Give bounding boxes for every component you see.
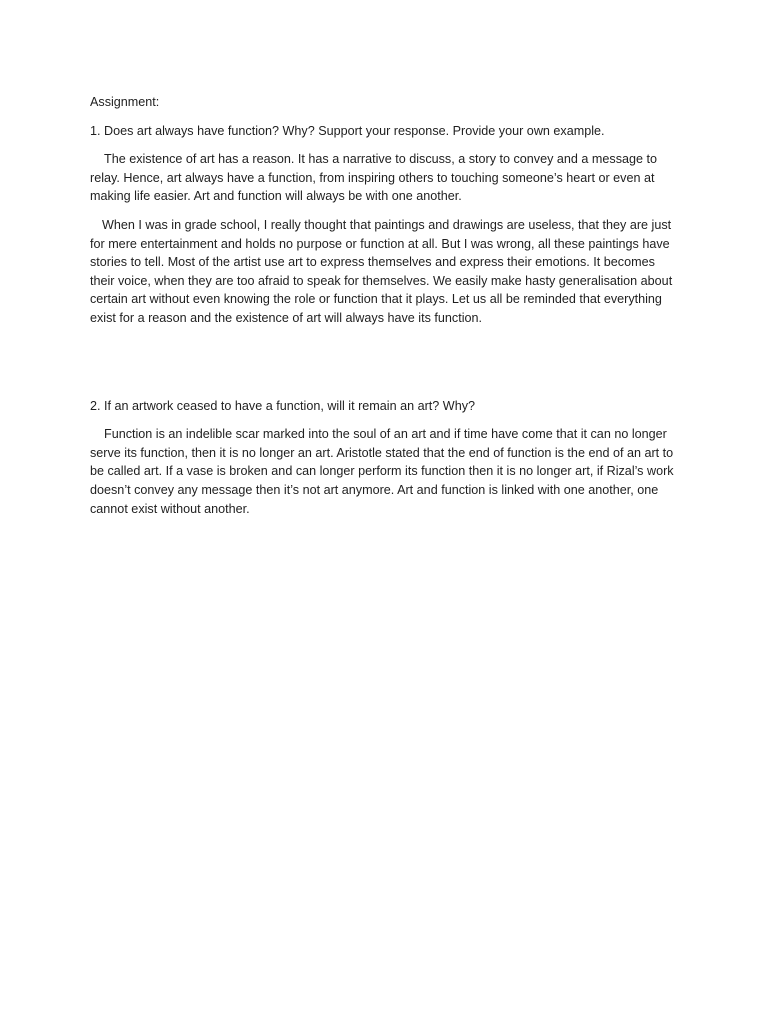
answer-2-paragraph-1: Function is an indelible scar marked into the soul of an art and if time have come that it can no longer serve its function, then it is no longer an art. Aristotle stated that the end of function is the end of an art to be called art. If a vase is broken and can longer perform its function then it is no longer art, if Rizal’s work doesn’t convey any message then it’s not art anymore. Art and function is linked with one another, one cannot exist without another. [90,427,674,516]
assignment-heading: Assignment: [90,95,160,109]
answer-1-paragraph-2: When I was in grade school, I really thought that paintings and drawings are useless, that they are just for mere entertainment and holds no purpose or function at all. But I was wrong, all these paintings have stories to tell. Most of the artist use art to express themselves and express their emotions. It becomes their voice, when they are too afraid to speak for themselves. We easily make hasty generalisation about certain art without even knowing the role or function that it plays. Let us all be reminded that everything exist for a reason and the existence of art will always have its function. [90,217,673,325]
document-body [90,93,680,528]
answer-1-paragraph-1: The existence of art has a reason. It has a narrative to discuss, a story to convey and a message to relay. Hence, art always have a function, from inspiring others to touching someone’s heart or even at making life easier. Art and function will always be with one another. [90,152,658,204]
question-1: 1. Does art always have function? Why? Support your response. Provide your own example. [90,123,605,138]
question-2: 2. If an artwork ceased to have a function, will it remain an art? Why? [90,398,475,413]
blank-space [90,338,680,397]
